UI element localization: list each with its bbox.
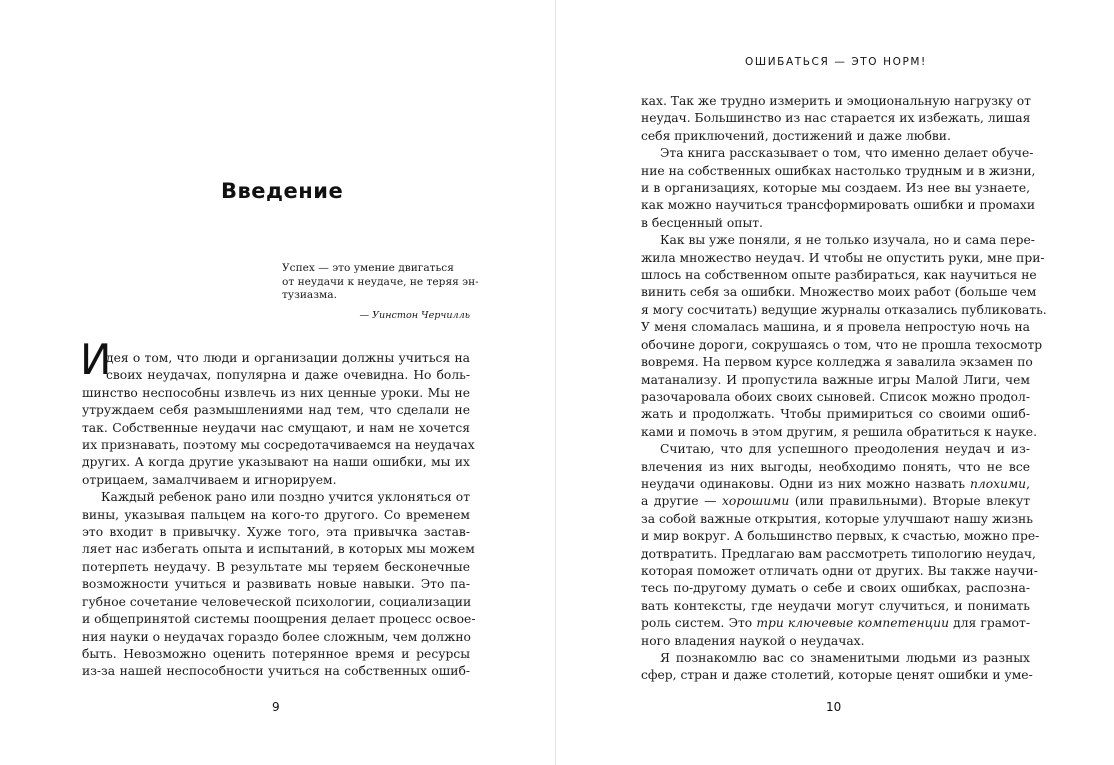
page-number: 9 [272, 700, 280, 714]
left-page [0, 0, 555, 765]
text-line: ние на собственных ошибках настолько трудным и в жизни, [641, 163, 1036, 178]
text-line: ного владения наукой о неудачах. [641, 633, 865, 648]
text-fragment: для грамот- [949, 616, 1030, 631]
text-line: это входит в привычку. Хуже того, эта привычка застав- [82, 525, 470, 540]
text-line: Эта книга рассказывает о том, что именно делает обуче- [660, 146, 1034, 161]
text-line: Считаю, что для успешного преодоления неудач и из- [660, 442, 1030, 457]
text-line: ках. Так же трудно измерить и эмоциональную нагрузку от [641, 94, 1031, 108]
text-line: так. Собственные неудачи нас смущают, и нам не хочется [82, 420, 470, 435]
text-line: жила множество неудач. И чтобы не опустить руки, мне при- [641, 250, 1045, 265]
text-line: в бесценный опыт. [641, 215, 763, 230]
text-line: ляет нас избегать опыта и испытаний, в которых мы можем [82, 542, 475, 557]
text-fragment: (или правильными). Вторые влекут [789, 494, 1031, 509]
text-line: ками и помочь в этом другим, я решила обратиться к науке. [641, 424, 1037, 439]
text-line: сфер, стран и даже столетий, которые ценят ошибки и уме- [641, 668, 1033, 683]
text-line: других. А когда другие указывают на наши ошибки, мы их [82, 455, 470, 470]
text-fragment: а другие — [641, 494, 722, 509]
text-line: я могу сосчитать) ведущие журналы отказались публиковать. [641, 302, 1047, 317]
text-line: дея о том, что люди и организации должны учиться на [106, 351, 470, 365]
epigraph [282, 262, 479, 303]
epigraph-line: Успех — это умение двигаться [282, 262, 454, 274]
text-line: себя приключений, достижений и даже любви. [641, 128, 951, 143]
text-line: влечения из них выгоды, необходимо понять, что не все [641, 459, 1030, 474]
text-line: и общепринятой системы поощрения делает процесс освое- [82, 612, 476, 627]
right-body-text [641, 93, 1047, 685]
text-line: утруждаем себя размышлениями над тем, что сделали не [82, 403, 470, 418]
text-line: Я познакомлю вас со знаменитыми людьми из разных [660, 651, 1030, 665]
text-line: отрицаем, замалчиваем и игнорируем. [82, 472, 337, 487]
text-line: У меня сломалась машина, и я провела непростую ночь на [641, 320, 1030, 335]
text-fragment: роль систем. Это [641, 616, 757, 631]
emphasis-competencies: три ключевые компетенции [756, 616, 950, 631]
text-line: их признавать, поэтому мы сосредотачиваемся на неудачах [82, 438, 475, 453]
text-line: быть. Невозможно оценить потерянное время и ресурсы [82, 646, 470, 661]
text-line: вовремя. На первом курсе колледжа я завалила экзамен по [641, 355, 1033, 370]
text-line [641, 615, 1030, 632]
text-line: шлось на собственном опыте разбираться, как научиться не [641, 268, 1037, 283]
text-line: вины, указывая пальцем на кого-то другого. Со временем [82, 507, 470, 522]
text-line: дотвратить. Предлагаю вам рассмотреть типологию неудач, [641, 546, 1036, 561]
epigraph-line: от неудачи к неудаче, не теряя эн- [282, 275, 479, 288]
text-line: губное сочетание человеческой психологии, социализации [82, 594, 472, 609]
chapter-title: Введение [221, 179, 344, 203]
text-line: и мир вокруг. А большинство первых, к счастью, можно пре- [641, 529, 1040, 544]
text-line: за собой важные открытия, которые улучшают нашу жизнь [641, 511, 1033, 526]
text-line: вать контексты, где неудачи могут случиться, и понимать [641, 598, 1030, 613]
text-line: и в организациях, которые мы создаем. Из нее вы узнаете, [641, 181, 1030, 196]
epigraph-line: тузиазма. [282, 289, 337, 301]
text-line: разочаровала обоих своих сыновей. Список можно продол- [641, 389, 1030, 404]
drop-cap: И [80, 335, 112, 384]
text-line: матанализу. И пропустила важные игры Малой Лиги, чем [641, 372, 1030, 387]
running-head: ОШИБАТЬСЯ — ЭТО НОРМ! [745, 56, 927, 68]
text-line [641, 493, 1030, 510]
text-line: из-за нашей неспособности учиться на собственных ошиб- [82, 664, 470, 679]
text-line: Как вы уже поняли, я не только изучала, но и сама пере- [660, 233, 1035, 248]
text-line: жать и продолжать. Чтобы примириться со своими ошиб- [641, 407, 1030, 422]
text-line: возможности учиться и развивать новые навыки. Это па- [82, 577, 470, 592]
epigraph-author: — Уинстон Черчилль [359, 310, 470, 321]
page-number: 10 [826, 700, 842, 714]
left-body-text [82, 350, 476, 681]
emphasis-good: хорошими [721, 494, 790, 509]
text-line: неудач. Большинство из нас старается их избежать, лишая [641, 111, 1031, 126]
text-line: обочине дороги, сокрушаясь о том, что не прошла техосмотр [641, 337, 1043, 352]
text-line: шинство неспособны извлечь из них ценные уроки. Мы не [82, 385, 470, 400]
text-line: как можно научиться трансформировать ошибки и промахи [641, 198, 1036, 213]
text-line: тесь по-другому думать о себе и своих ошибках, распозна- [641, 581, 1030, 596]
text-line: винить себя за ошибки. Множество моих работ (больше чем [641, 285, 1037, 300]
text-line: которая поможет отличать одни от других. Вы также научи- [641, 563, 1038, 578]
text-line: потерпеть неудачу. В результате мы теряем бесконечные [82, 559, 470, 574]
emphasis-bad: плохими [969, 476, 1027, 491]
text-fragment: , [1026, 476, 1030, 491]
text-fragment: неудачи одинаковы. Одни из них можно назвать [641, 476, 970, 491]
text-line: своих неудачах, популярна и даже очевидна. Но боль- [106, 368, 470, 383]
text-line: Каждый ребенок рано или поздно учится уклоняться от [101, 490, 470, 505]
text-line: ния науки о неудачах гораздо более сложным, чем должно [82, 629, 471, 644]
text-line [641, 476, 1030, 493]
